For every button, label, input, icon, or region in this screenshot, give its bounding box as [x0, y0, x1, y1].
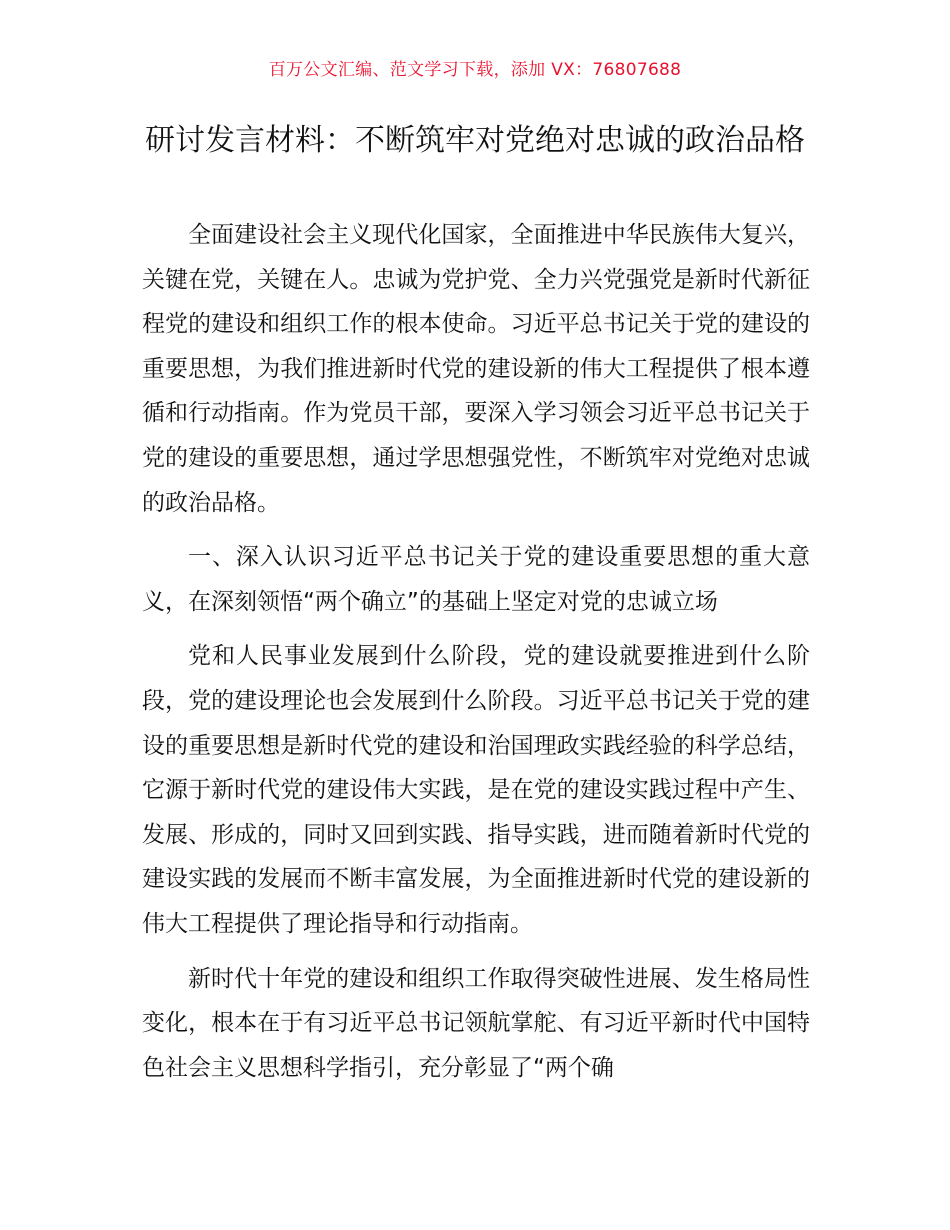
- paragraph-intro: 全面建设社会主义现代化国家，全面推进中华民族伟大复兴，关键在党，关键在人。忠诚为党护党、全力兴党强党是新时代新征程党的建设和组织工作的根本使命。习近平总书记关于党的建设的重要思想，为我们推进新时代党的建设新的伟大工程提供了根本遵循和行动指南。作为党员干部，要深入学习领会习近平总书记关于党的建设的重要思想，通过学思想强党性，不断筑牢对党绝对忠诚的政治品格。: [142, 222, 810, 516]
- document-title: 研讨发言材料：不断筑牢对党绝对忠诚的政治品格: [145, 123, 805, 158]
- header-banner: 百万公文汇编、范文学习下载，添加 VX：76807688: [268, 60, 682, 80]
- document-body: [142, 213, 810, 1090]
- paragraph-section-1-continued: 新时代十年党的建设和组织工作取得突破性进展、发生格局性变化，根本在于有习近平总书记领航掌舵、有习近平新时代中国特色社会主义思想科学指引，充分彰显了“两个确: [142, 965, 810, 1081]
- paragraph-section-1-body: 党和人民事业发展到什么阶段，党的建设就要推进到什么阶段，党的建设理论也会发展到什么阶段。习近平总书记关于党的建设的重要思想是新时代党的建设和治国理政实践经验的科学总结，它源于新时代党的建设伟大实践，是在党的建设实践过程中产生、发展、形成的，同时又回到实践、指导实践，进而随着新时代党的建设实践的发展而不断丰富发展，为全面推进新时代党的建设新的伟大工程提供了理论指导和行动指南。: [142, 643, 810, 937]
- section-heading-1: 一、深入认识习近平总书记关于党的建设重要思想的重大意义，在深刻领悟“两个确立”的基础上坚定对党的忠诚立场: [142, 544, 810, 615]
